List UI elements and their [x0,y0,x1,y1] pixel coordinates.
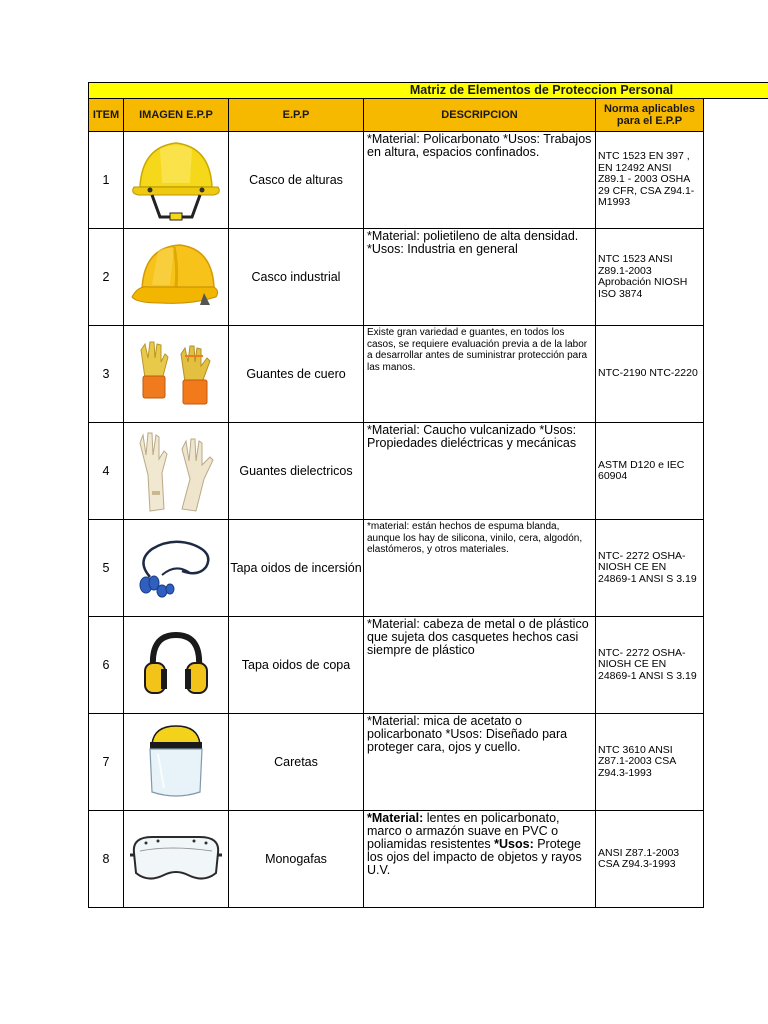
cell-epp: Guantes de cuero [229,326,364,423]
cell-descripcion: Existe gran variedad e guantes, en todos los casos, se requiere evaluación previa a de la labor a desarrollar antes de suministrar protección para las manos. [364,326,596,423]
hard-hat-icon [130,237,222,317]
leather-gloves-icon [135,340,217,408]
cell-image [124,714,229,811]
cell-descripcion: *Material: Caucho vulcanizado *Usos: Propiedades dieléctricas y mecánicas [364,423,596,520]
safety-goggles-icon [130,829,222,889]
header-norma-label: Norma aplicables para el E.P.P [603,103,696,127]
cell-norma: ANSI Z87.1-2003 CSA Z94.3-1993 [596,811,704,908]
cell-image [124,811,229,908]
header-epp: E.P.P [229,99,364,132]
cell-norma: NTC-2190 NTC-2220 [596,326,704,423]
cell-item: 8 [89,811,124,908]
cell-item: 7 [89,714,124,811]
cell-epp: Casco de alturas [229,132,364,229]
table-title-bar [88,82,768,99]
face-shield-icon [144,722,208,802]
cell-item: 2 [89,229,124,326]
table-row [89,423,704,520]
cell-image [124,132,229,229]
cell-descripcion: *Material: mica de acetato o policarbonato *Usos: Diseñado para proteger cara, ojos y cuello. [364,714,596,811]
header-norma [596,99,704,132]
cell-descripcion: *Material: Policarbonato *Usos: Trabajos en altura, espacios confinados. [364,132,596,229]
table-title: Matriz de Elementos de Proteccion Personal [409,83,674,97]
earplugs-icon [132,533,220,603]
table-row [89,520,704,617]
cell-norma: NTC- 2272 OSHA-NIOSH CE EN 24869-1 ANSI S 3.19 [596,520,704,617]
desc-material-text: lentes en policarbonato, marco o armazón suave en PVC o poliamidas resistentes [367,811,560,851]
cell-item: 3 [89,326,124,423]
cell-image [124,520,229,617]
desc-usos-label: *Usos: [494,837,534,851]
cell-image [124,229,229,326]
cell-norma: NTC- 2272 OSHA-NIOSH CE EN 24869-1 ANSI S 3.19 [596,617,704,714]
header-descripcion: DESCRIPCION [364,99,596,132]
cell-item: 5 [89,520,124,617]
cell-epp: Caretas [229,714,364,811]
table-row [89,714,704,811]
cell-norma: NTC 1523 EN 397 , EN 12492 ANSI Z89.1 - 2003 OSHA 29 CFR, CSA Z94.1-M1993 [596,132,704,229]
table-row [89,811,704,908]
dielectric-gloves-icon [134,429,218,513]
cell-epp: Tapa oidos de copa [229,617,364,714]
cell-norma: NTC 3610 ANSI Z87.1-2003 CSA Z94.3-1993 [596,714,704,811]
cell-item: 1 [89,132,124,229]
cell-epp: Casco industrial [229,229,364,326]
cell-descripcion: *Material: cabeza de metal o de plástico que sujeta dos casquetes hechos casi siempre de plástico [364,617,596,714]
table-row [89,326,704,423]
header-row [89,99,704,132]
cell-epp: Guantes dielectricos [229,423,364,520]
table-row [89,132,704,229]
cell-image [124,617,229,714]
cell-norma: NTC 1523 ANSI Z89.1-2003 Aprobación NIOSH ISO 3874 [596,229,704,326]
table-row [89,617,704,714]
earmuffs-icon [141,631,211,699]
header-imagen: IMAGEN E.P.P [124,99,229,132]
desc-usos-text: Protege los ojos del impacto de objetos y rayos U.V. [367,837,582,877]
cell-descripcion [364,811,596,908]
table-row [89,229,704,326]
header-item: ITEM [89,99,124,132]
cell-image [124,326,229,423]
cell-image [124,423,229,520]
cell-descripcion: *material: están hechos de espuma blanda, aunque los hay de silicona, vinilo, cera, algodón, elastómeros, y otros materiales. [364,520,596,617]
cell-epp: Monogafas [229,811,364,908]
desc-material-label: *Material: [367,811,424,825]
safety-helmet-chinstrap-icon [130,135,222,225]
epp-matrix-table [88,98,704,908]
cell-descripcion: *Material: polietileno de alta densidad. *Usos: Industria en general [364,229,596,326]
cell-epp: Tapa oidos de incersión [229,520,364,617]
cell-item: 6 [89,617,124,714]
cell-item: 4 [89,423,124,520]
cell-norma: ASTM D120 e IEC 60904 [596,423,704,520]
